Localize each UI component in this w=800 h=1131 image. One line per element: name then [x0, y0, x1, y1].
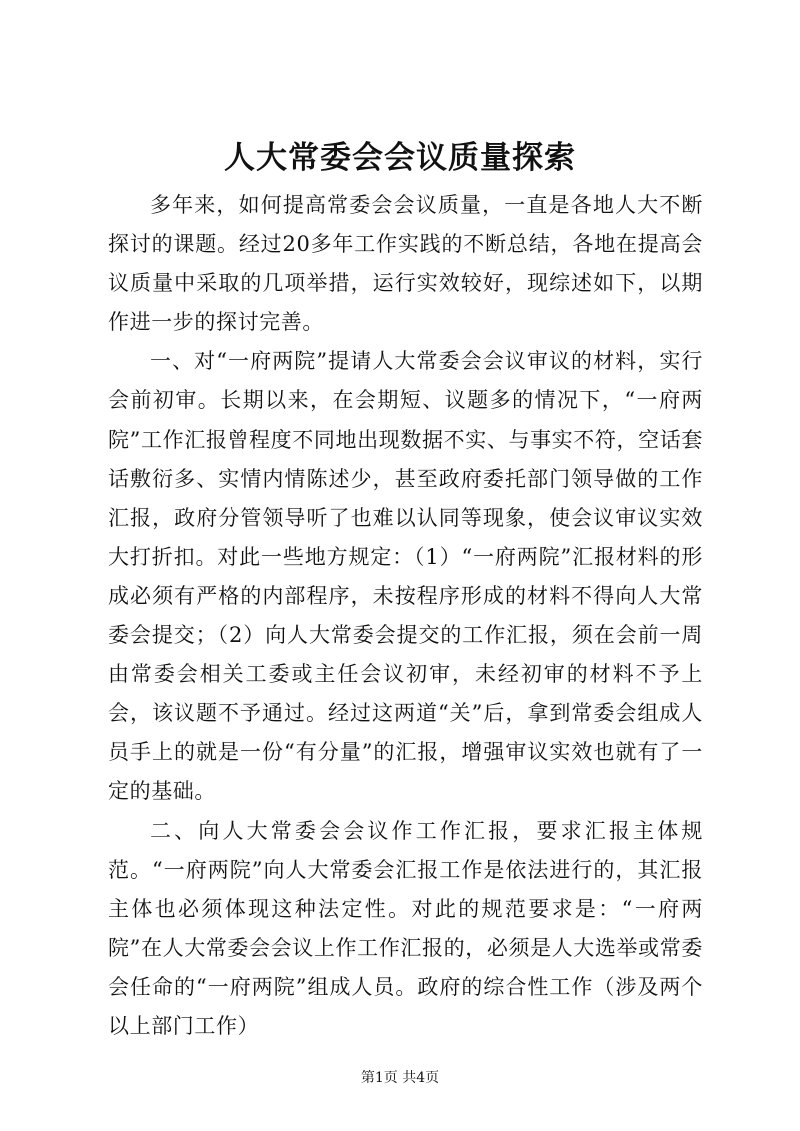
document-title: 人大常委会会议质量探索	[224, 140, 576, 176]
paragraph-section-1: 一、对“一府两院”提请人大常委会会议审议的材料，实行会前初审。长期以来，在会期短、议题多的情况下，“一府两院”工作汇报曾程度不同地出现数据不实、与事实不符，空话套话敷衍多、实情内情陈述少，甚至政府委托部门领导做的工作汇报，政府分管领导听了也难以认同等现象，使会议审议实效大打折扣。对此一些地方规定：（1）“一府两院”汇报材料的形成必须有严格的内部程序，未按程序形成的材料不得向人大常委会提交；（2）向人大常委会提交的工作汇报，须在会前一周由常委会相关工委或主任会议初审，未经初审的材料不予上会，该议题不予通过。经过这两道“关”后，拿到常委会组成人员手上的就是一份“有分量”的汇报，增强审议实效也就有了一定的基础。	[108, 349, 703, 804]
document-body	[108, 186, 703, 1046]
page-footer: 第1页 共4页	[360, 1070, 440, 1086]
paragraph-intro: 多年来，如何提高常委会会议质量，一直是各地人大不断探讨的课题。经过20多年工作实践的不断总结，各地在提高会议质量中采取的几项举措，运行实效较好，现综述如下，以期作进一步的探讨完善。	[108, 193, 703, 335]
paragraph-section-2: 二、向人大常委会会议作工作汇报，要求汇报主体规范。“一府两院”向人大常委会汇报工作是依法进行的，其汇报主体也必须体现这种法定性。对此的规范要求是：“一府两院”在人大常委会会议上作工作汇报的，必须是人大选举或常委会任命的“一府两院”组成人员。政府的综合性工作（涉及两个以上部门工作）	[108, 818, 703, 1038]
